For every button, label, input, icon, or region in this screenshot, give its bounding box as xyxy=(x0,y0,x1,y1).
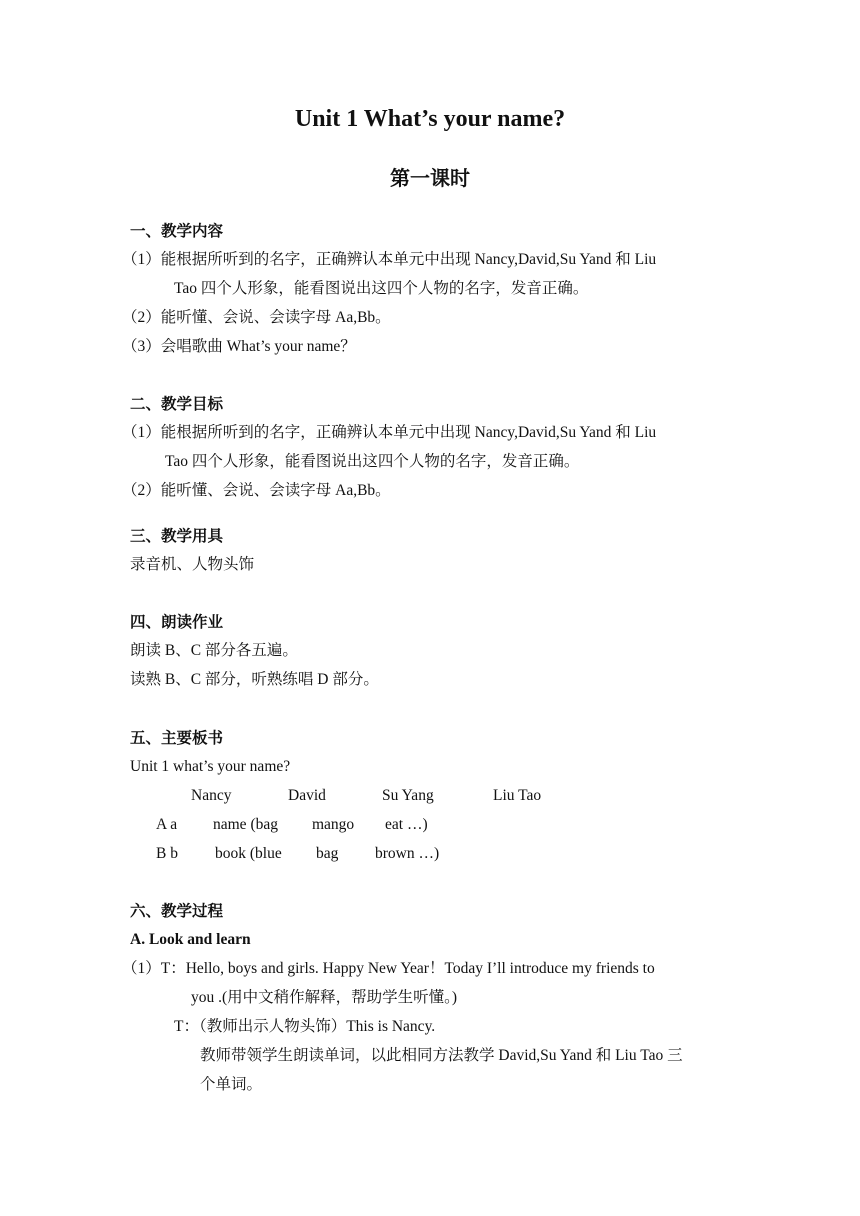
board-word-b-1: book (blue xyxy=(215,845,282,862)
objective-item-1-line-1: （1）能根据所听到的名字，正确辨认本单元中出现 Nancy,David,Su Yand 和 Liu xyxy=(122,424,657,441)
section-heading-blackboard: 五、主要板书 xyxy=(130,729,224,747)
board-word-a-2: mango xyxy=(312,816,355,833)
content-item-2: （2）能听懂、会说、会读字母 Aa,Bb。 xyxy=(122,309,391,326)
board-word-b-3: brown …) xyxy=(375,845,440,862)
section-heading-tools: 三、教学用具 xyxy=(130,527,224,545)
homework-line-2: 读熟 B、C 部分，听熟练唱 D 部分。 xyxy=(130,671,379,688)
board-name-david: David xyxy=(288,787,326,804)
content-item-3: （3）会唱歌曲 What’s your name？ xyxy=(122,338,356,355)
process-step-1-line-2: you .(用中文稍作解释，帮助学生听懂。) xyxy=(191,989,458,1006)
board-letter-a: A a xyxy=(156,816,178,833)
process-step-1-line-1: （1）T：Hello, boys and girls. Happy New Year！Today I’ll introduce my friends to xyxy=(122,960,655,977)
board-word-a-3: eat …) xyxy=(385,816,428,833)
homework-line-1: 朗读 B、C 部分各五遍。 xyxy=(130,642,298,659)
board-name-nancy: Nancy xyxy=(191,787,232,804)
board-name-liu-tao: Liu Tao xyxy=(493,787,542,804)
content-item-1-line-1: （1）能根据所听到的名字，正确辨认本单元中出现 Nancy,David,Su Yand 和 Liu xyxy=(122,251,657,268)
content-item-1-line-2: Tao 四个人形象，能看图说出这四个人物的名字，发音正确。 xyxy=(174,280,589,297)
section-heading-homework: 四、朗读作业 xyxy=(130,613,224,631)
page-title: Unit 1 What’s your name? xyxy=(294,106,566,132)
section-heading-process: 六、教学过程 xyxy=(130,902,224,920)
board-title: Unit 1 what’s your name? xyxy=(130,758,291,775)
objective-item-2: （2）能听懂、会说、会读字母 Aa,Bb。 xyxy=(122,482,391,499)
process-step-1-line-4: 教师带领学生朗读单词，以此相同方法教学 David,Su Yand 和 Liu Tao 三 xyxy=(200,1047,683,1064)
board-letter-b: B b xyxy=(156,845,178,862)
objective-item-1-line-2: Tao 四个人形象，能看图说出这四个人物的名字，发音正确。 xyxy=(165,453,580,470)
board-word-a-1: name (bag xyxy=(213,816,278,833)
board-word-b-2: bag xyxy=(316,845,339,862)
tools-text: 录音机、人物头饰 xyxy=(130,556,255,573)
section-heading-objectives: 二、教学目标 xyxy=(130,395,224,413)
process-step-1-line-5: 个单词。 xyxy=(200,1076,263,1093)
process-step-1-line-3: T：（教师出示人物头饰）This is Nancy. xyxy=(174,1018,436,1035)
lesson-subtitle: 第一课时 xyxy=(390,168,470,190)
process-subheading: A. Look and learn xyxy=(130,931,251,948)
board-name-su-yang: Su Yang xyxy=(382,787,434,804)
section-heading-content: 一、教学内容 xyxy=(130,222,224,240)
